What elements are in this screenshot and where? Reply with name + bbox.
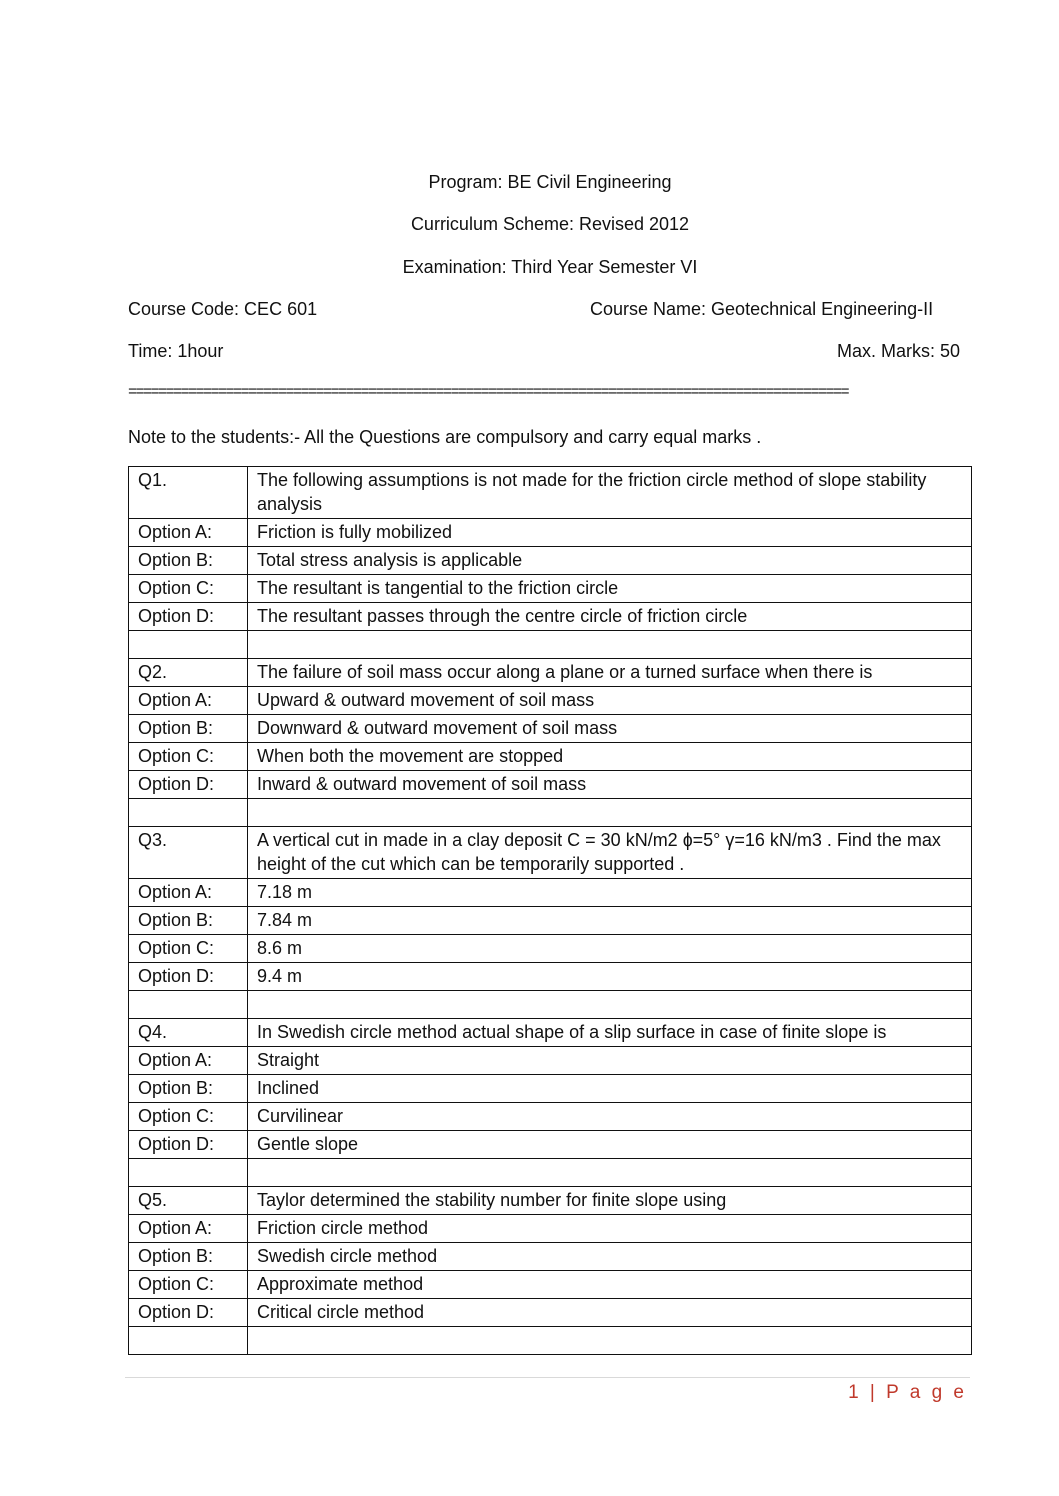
- option-row: [129, 907, 972, 935]
- option-text: Swedish circle method: [248, 1243, 972, 1271]
- question-label: Q5.: [129, 1187, 248, 1215]
- blank-row: [129, 1159, 972, 1187]
- question-row: [129, 1019, 972, 1047]
- option-row: [129, 575, 972, 603]
- option-text: Inclined: [248, 1075, 972, 1103]
- footer-divider: [125, 1377, 970, 1378]
- option-text: The resultant passes through the centre circle of friction circle: [248, 603, 972, 631]
- option-row: [129, 519, 972, 547]
- question-text: In Swedish circle method actual shape of a slip surface in case of finite slope is: [248, 1019, 972, 1047]
- option-row: [129, 715, 972, 743]
- option-text: Upward & outward movement of soil mass: [248, 687, 972, 715]
- option-label: Option D:: [129, 603, 248, 631]
- option-row: [129, 1271, 972, 1299]
- option-row: [129, 687, 972, 715]
- option-row: [129, 743, 972, 771]
- option-text: Downward & outward movement of soil mass: [248, 715, 972, 743]
- option-row: [129, 879, 972, 907]
- question-label: Q4.: [129, 1019, 248, 1047]
- option-text: Gentle slope: [248, 1131, 972, 1159]
- option-text: 7.18 m: [248, 879, 972, 907]
- option-row: [129, 547, 972, 575]
- question-text: A vertical cut in made in a clay deposit C = 30 kN/m2 ɸ=5° γ=16 kN/m3 . Find the max height of the cut which can be temporarily supported .: [248, 827, 972, 879]
- option-text: Inward & outward movement of soil mass: [248, 771, 972, 799]
- question-text: The failure of soil mass occur along a plane or a turned surface when there is: [248, 659, 972, 687]
- option-label: Option D:: [129, 1299, 248, 1327]
- option-label: Option A:: [129, 1215, 248, 1243]
- option-row: [129, 1215, 972, 1243]
- option-row: [129, 1075, 972, 1103]
- program-line: Program: BE Civil Engineering: [428, 172, 672, 192]
- option-row: [129, 771, 972, 799]
- option-label: Option C:: [129, 1271, 248, 1299]
- option-label: Option D:: [129, 771, 248, 799]
- option-text: Friction is fully mobilized: [248, 519, 972, 547]
- option-row: [129, 935, 972, 963]
- option-row: [129, 603, 972, 631]
- option-text: Straight: [248, 1047, 972, 1075]
- question-label: Q3.: [129, 827, 248, 879]
- max-marks: Max. Marks: 50: [836, 341, 960, 361]
- option-label: Option C:: [129, 935, 248, 963]
- option-label: Option C:: [129, 1103, 248, 1131]
- option-text: Critical circle method: [248, 1299, 972, 1327]
- option-label: Option D:: [129, 963, 248, 991]
- option-text: Friction circle method: [248, 1215, 972, 1243]
- questions-table: [128, 466, 972, 1355]
- course-name: Course Name: Geotechnical Engineering-II: [590, 299, 934, 319]
- examination-line: Examination: Third Year Semester VI: [402, 257, 698, 277]
- option-label: Option A:: [129, 1047, 248, 1075]
- question-row: [129, 827, 972, 879]
- option-label: Option A:: [129, 687, 248, 715]
- blank-row: [129, 799, 972, 827]
- option-label: Option B:: [129, 547, 248, 575]
- option-label: Option B:: [129, 907, 248, 935]
- option-text: 9.4 m: [248, 963, 972, 991]
- option-label: Option C:: [129, 575, 248, 603]
- separator-line: ================================================================================================: [128, 384, 849, 401]
- blank-row: [129, 631, 972, 659]
- blank-row: [129, 991, 972, 1019]
- option-text: The resultant is tangential to the friction circle: [248, 575, 972, 603]
- option-label: Option B:: [129, 1075, 248, 1103]
- option-row: [129, 1243, 972, 1271]
- option-label: Option A:: [129, 879, 248, 907]
- option-text: Approximate method: [248, 1271, 972, 1299]
- question-row: [129, 1187, 972, 1215]
- option-label: Option C:: [129, 743, 248, 771]
- option-label: Option A:: [129, 519, 248, 547]
- question-text: Taylor determined the stability number for finite slope using: [248, 1187, 972, 1215]
- option-row: [129, 963, 972, 991]
- question-row: [129, 467, 972, 519]
- blank-row: [129, 1327, 972, 1355]
- page-number: 1 | P a g e: [848, 1382, 967, 1403]
- option-text: Curvilinear: [248, 1103, 972, 1131]
- question-label: Q1.: [129, 467, 248, 519]
- option-text: 8.6 m: [248, 935, 972, 963]
- option-row: [129, 1103, 972, 1131]
- question-label: Q2.: [129, 659, 248, 687]
- option-text: Total stress analysis is applicable: [248, 547, 972, 575]
- option-text: 7.84 m: [248, 907, 972, 935]
- option-label: Option D:: [129, 1131, 248, 1159]
- option-row: [129, 1299, 972, 1327]
- scheme-line: Curriculum Scheme: Revised 2012: [410, 214, 690, 234]
- students-note: Note to the students:- All the Questions are compulsory and carry equal marks .: [128, 427, 762, 447]
- option-row: [129, 1131, 972, 1159]
- question-row: [129, 659, 972, 687]
- course-code: Course Code: CEC 601: [128, 299, 318, 319]
- option-label: Option B:: [129, 1243, 248, 1271]
- exam-time: Time: 1hour: [128, 341, 224, 361]
- option-text: When both the movement are stopped: [248, 743, 972, 771]
- option-label: Option B:: [129, 715, 248, 743]
- option-row: [129, 1047, 972, 1075]
- question-text: The following assumptions is not made for the friction circle method of slope stability analysis: [248, 467, 972, 519]
